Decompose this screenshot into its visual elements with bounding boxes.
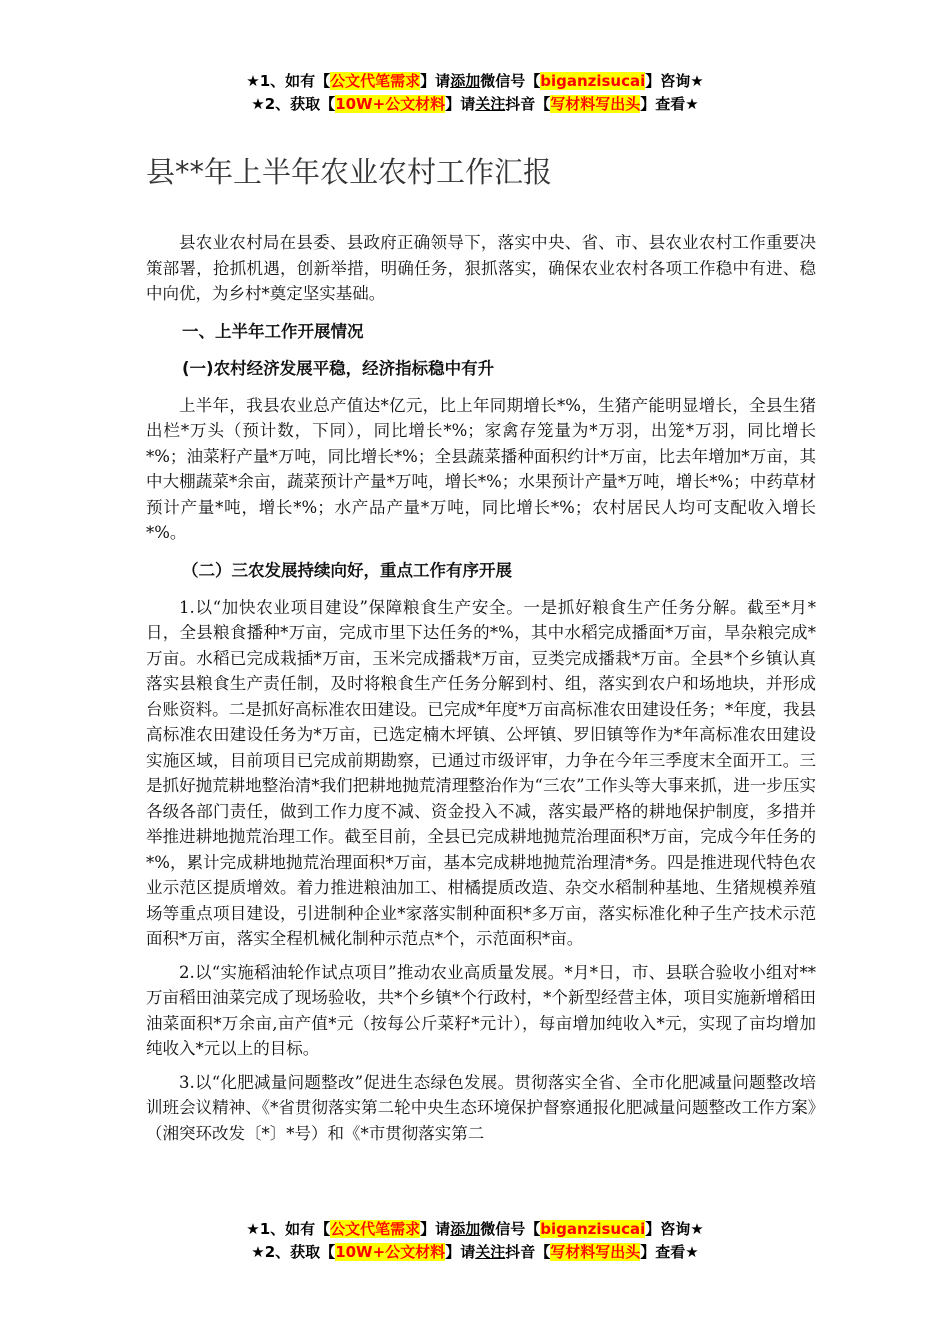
body-paragraph: 3.以“化肥减量问题整改”促进生态绿色发展。贯彻落实全省、全市化肥减量问题整改培训班会议精神、《*省贯彻落实第二轮中央生态环境保护督察通报化肥减量问题整改工作方案》（湘突环改发〔*〕*号）和《*市贯彻落实第二 <box>146 1072 816 1143</box>
document-body <box>146 230 816 1154</box>
ad-text: 】请 <box>420 72 451 90</box>
body-paragraph: 2.以“实施稻油轮作试点项目”推动农业高质量发展。*月*日，市、县联合验收小组对**万亩稻田油菜完成了现场验收，共*个乡镇*个行政村，*个新型经营主体，项目实施新增稻田油菜面积*万余亩,亩产值*元（按每公斤菜籽*元计），每亩增加纯收入*元，实现了亩均增加纯收入*元以上的目标。 <box>146 962 816 1058</box>
ad-highlight: 写材料写出头 <box>550 95 641 113</box>
ad-text: 】咨询★ <box>645 72 704 90</box>
ad-text: 】请 <box>445 1243 476 1261</box>
body-paragraph: 上半年，我县农业总产值达*亿元，比上年同期增长*%，生猪产能明显增长，全县生猪出栏*万头（预计数，下同），同比增长*%；家禽存笼量为*万羽，出笼*万羽，同比增长*%；油菜籽产量*万吨，同比增长*%；全县蔬菜播种面积约计*万亩，比去年增加*万亩，其中大棚蔬菜*余亩，蔬菜预计产量*万吨，增长*%；水果预计产量*万吨，增长*%；中药草材预计产量*吨，增长*%；水产品产量*万吨，同比增长*%；农村居民人均可支配收入增长*%。 <box>146 395 816 542</box>
section-heading: 一、上半年工作开展情况 <box>182 321 364 341</box>
ad-emphasis: 添加 <box>450 72 481 90</box>
ad-highlight: 10W+公文材料 <box>335 95 446 113</box>
ad-banner-top <box>0 70 950 116</box>
ad-text: 】查看★ <box>640 1243 699 1261</box>
ad-emphasis: 关注 <box>475 1243 506 1261</box>
subsection-heading: （二）三农发展持续向好，重点工作有序开展 <box>182 560 512 580</box>
ad-line-1 <box>0 1218 950 1241</box>
body-paragraph: 1.以“加快农业项目建设”保障粮食生产安全。一是抓好粮食生产任务分解。截至*月*日，全县粮食播种*万亩，完成市里下达任务的*%，其中水稻完成播面*万亩，旱杂粮完成*万亩。水稻已完成栽插*万亩，玉米完成播栽*万亩，豆类完成播栽*万亩。全县*个乡镇认真落实县粮食生产责任制，及时将粮食生产任务分解到村、组，落实到农户和场地块，并形成台账资料。二是抓好高标准农田建设。已完成*年度*万亩高标准农田建设任务；*年度，我县高标准农田建设任务为*万亩，已选定楠木坪镇、公坪镇、罗旧镇等作为*年高标准农田建设实施区域，目前项目已完成前期勘察，已通过市级评审，力争在今年三季度末全面开工。三是抓好抛荒耕地整治清*我们把耕地抛荒清理整治作为“三农”工作头等大事来抓，进一步压实各级各部门责任，做到工作力度不减、资金投入不减，落实最严格的耕地保护制度，多措并举推进耕地抛荒治理工作。截至目前，全县已完成耕地抛荒治理面积*万亩，完成今年任务的*%，累计完成耕地抛荒治理面积*万亩，基本完成耕地抛荒治理清*务。四是推进现代特色农业示范区提质增效。着力推进粮油加工、柑橘提质改造、杂交水稻制种基地、生猪规模养殖场等重点项目建设，引进制种企业*家落实制种面积*多万亩，落实标准化种子生产技术示范面积*万亩，落实全程机械化制种示范点*个，示范面积*亩。 <box>146 597 816 948</box>
ad-emphasis: 关注 <box>475 95 506 113</box>
ad-text: ★1、如有【 <box>246 1220 331 1238</box>
ad-banner-bottom <box>0 1218 950 1264</box>
ad-text: 】请 <box>445 95 476 113</box>
ad-text: 抖音【 <box>505 95 551 113</box>
ad-highlight: 公文代笔需求 <box>330 72 421 90</box>
ad-line-2 <box>0 1241 950 1264</box>
ad-text: 】查看★ <box>640 95 699 113</box>
ad-text: 微信号【 <box>480 72 541 90</box>
ad-text: 抖音【 <box>505 1243 551 1261</box>
intro-paragraph: 县农业农村局在县委、县政府正确领导下，落实中央、省、市、县农业农村工作重要决策部署，抢抓机遇，创新举措，明确任务，狠抓落实，确保农业农村各项工作稳中有进、稳中向优，为乡村*奠定坚实基础。 <box>146 233 816 303</box>
ad-emphasis: 添加 <box>450 1220 481 1238</box>
ad-text: 】请 <box>420 1220 451 1238</box>
ad-text: ★1、如有【 <box>246 72 331 90</box>
ad-line-1 <box>0 70 950 93</box>
ad-highlight: biganzisucai <box>540 1220 646 1238</box>
ad-text: 微信号【 <box>480 1220 541 1238</box>
ad-text: ★2、获取【 <box>251 95 336 113</box>
ad-highlight: biganzisucai <box>540 72 646 90</box>
subsection-heading: (一)农村经济发展平稳，经济指标稳中有升 <box>182 358 495 378</box>
document-title: 县**年上半年农业农村工作汇报 <box>146 155 553 189</box>
ad-text: 】咨询★ <box>645 1220 704 1238</box>
ad-line-2 <box>0 93 950 116</box>
ad-text: ★2、获取【 <box>251 1243 336 1261</box>
ad-highlight: 公文代笔需求 <box>330 1220 421 1238</box>
ad-highlight: 10W+公文材料 <box>335 1243 446 1261</box>
ad-highlight: 写材料写出头 <box>550 1243 641 1261</box>
